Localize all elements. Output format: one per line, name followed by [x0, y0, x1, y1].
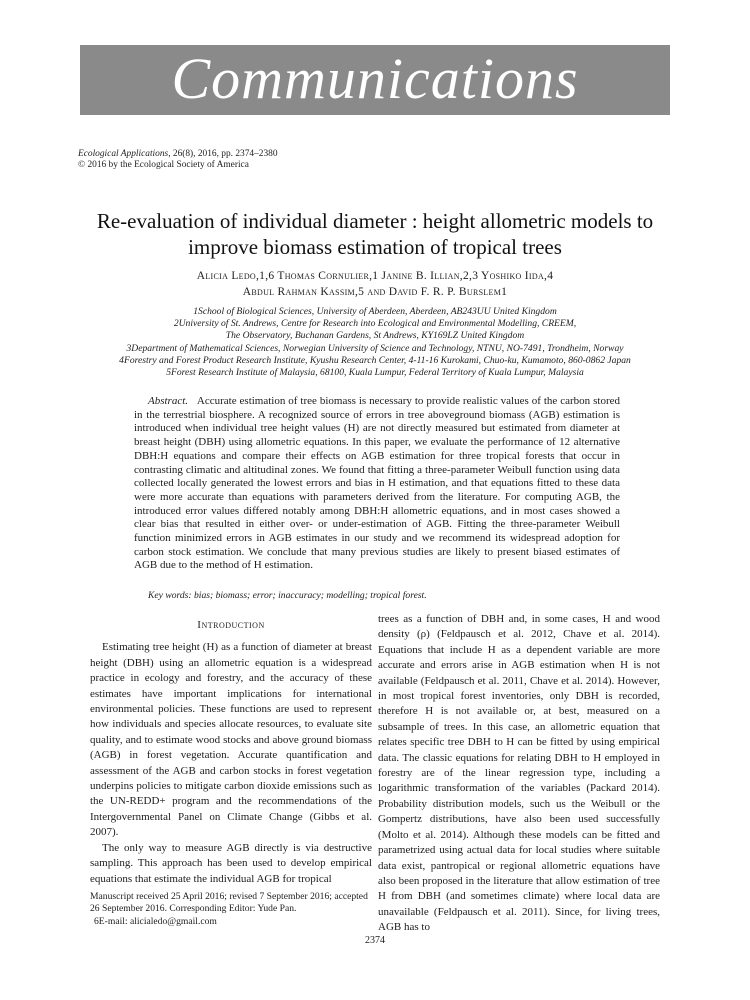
abstract-paragraph	[134, 395, 620, 573]
intro-paragraph-2: The only way to measure AGB directly is via destructive sampling. This approach has been used to develop empirical equations that estimate the individual AGB for tropical	[90, 841, 372, 885]
banner-title: Communications	[171, 46, 579, 111]
citation-details: , 26(8), 2016, pp. 2374–2380	[168, 149, 278, 159]
email-note: 6E-mail: alicialedo@gmail.com	[94, 915, 217, 927]
introduction-heading: Introduction	[197, 619, 265, 631]
manuscript-note: Manuscript received 25 April 2016; revised 7 September 2016; accepted 26 September 2016. Corresponding Editor: Yude Pan.	[90, 891, 368, 915]
footnotes	[90, 891, 372, 928]
title-line-1: Re-evaluation of individual diameter : height allometric models to	[96, 209, 654, 233]
keywords: Key words: bias; biomass; error; inaccuracy; modelling; tropical forest.	[148, 590, 427, 601]
abstract	[134, 395, 620, 573]
journal-section-banner	[80, 45, 670, 115]
left-column	[90, 612, 372, 887]
affiliation-4: 4Forestry and Forest Product Research Institute, Kyushu Research Center, 4-11-16 Kurokami, Chuo-ku, Kumamoto, 860-0862 Japan	[119, 354, 631, 366]
citation-line	[78, 149, 278, 160]
intro-paragraph-1: Estimating tree height (H) as a function of diameter at breast height (DBH) using an allometric equation is a widespread practice in ecology and forestry, and the accuracy of these estimates have important implications for international environmental policies. These functions are used to represent how individuals and species allocate resources, to evaluate site quality, and to estimate wood stocks and above ground biomass (AGB) in forest vegetation. Accurate quantification and assessment of the AGB and carbon stocks in forest vegetation underpins policies to mitigate carbon dioxide emissions such as the UN-REDD+ program and the recommendations of the Intergovernmental Panel on Climate Change (Gibbs et al. 2007).	[90, 641, 372, 839]
paper-title	[60, 208, 690, 260]
journal-name: Ecological Applications	[78, 149, 169, 159]
page-number: 2374	[365, 935, 385, 946]
affiliation-5: 5Forest Research Institute of Malaysia, 68100, Kuala Lumpur, Federal Territory of Kuala Lumpur, Malaysia	[166, 367, 584, 379]
copyright-line: © 2016 by the Ecological Society of America	[78, 160, 249, 170]
intro-paragraph-continued: trees as a function of DBH and, in some cases, H and wood density (ρ) (Feldpausch et al. 2012, Chave et al. 2014). Equations that include H as a dependent variable are more accurate and errors arise in AGB estimation when H is not available (Feldpausch et al. 2011, Chave et al. 2014). However, in most tropical forest inventories, only DBH is recorded, therefore H is not available or, at best, measured on a subsample of trees. In this case, an allometric equation that relates specific tree DBH to H can be fitted by using empirical data. The classic equations for relating DBH to H employed in forestry are of the linear regression type, including a logarithmic transformation of the variables (Packard 2014). Probability distribution models, such us the Weibull or the Gompertz distributions, have also been used successfully (Molto et al. 2014). Although these models can be fitted and parametrized using actual data for local studies where suitable data exist, pantropical or regional allometric equations have also been proposed in the literature that allow estimation of tree H from DBH (and sometimes climate) where local data are unavailable (Feldpausch et al. 2011). Since, for living trees, AGB has to	[378, 613, 660, 934]
affiliations	[60, 306, 690, 379]
affiliation-2-cont: The Observatory, Buchanan Gardens, St Andrews, KY169LZ United Kingdom	[225, 330, 525, 342]
authors-line-2: Abdul Rahman Kassim,5 and David F. R. P. Burslem1	[242, 286, 508, 298]
title-line-2: improve biomass estimation of tropical trees	[188, 235, 562, 259]
right-column	[378, 612, 660, 936]
author-list	[60, 268, 690, 300]
affiliation-3: 3Department of Mathematical Sciences, Norwegian University of Science and Technology, NTNU, NO-7491, Trondheim, Norway	[126, 342, 624, 354]
authors-line-1: Alicia Ledo,1,6 Thomas Cornulier,1 Janine B. Illian,2,3 Yoshiko Iida,4	[196, 270, 554, 282]
affiliation-1: 1School of Biological Sciences, University of Aberdeen, Aberdeen, AB243UU United Kingdom	[193, 306, 557, 317]
affiliation-2: 2University of St. Andrews, Centre for Research into Ecological and Environmental Modelling, CREEM,	[173, 318, 577, 330]
abstract-text: Accurate estimation of tree biomass is necessary to provide realistic values of the carbon stored in the terrestrial biosphere. A recognized source of errors in tree aboveground biomass (AGB) estimation is introduced when individual tree height values (H) are not directly measured but estimated from diameter at breast height (DBH) using allometric equations. In this paper, we evaluate the performance of 12 alternative DBH:H equations and compare their effects on AGB estimation for three tropical forests that occur in contrasting climatic and altitudinal zones. We found that fitting a three-parameter Weibull function using data collected locally generated the lowest errors and bias in H estimation, and that equations fitted to these data were more accurate than equations with parameters derived from the literature. For computing AGB, the introduced error values differed notably among DBH:H allometric equations, and in most cases showed a clear bias that resulted in either over- or under-estimation of AGB. Fitting the three-parameter Weibull function minimized errors in AGB estimates in our study and we recommend its widespread adoption for carbon stock estimation. We conclude that many previous studies are likely to present biased estimates of AGB due to the method of H estimation.	[134, 395, 620, 572]
citation-block	[78, 149, 278, 171]
abstract-label: Abstract.	[148, 395, 189, 407]
